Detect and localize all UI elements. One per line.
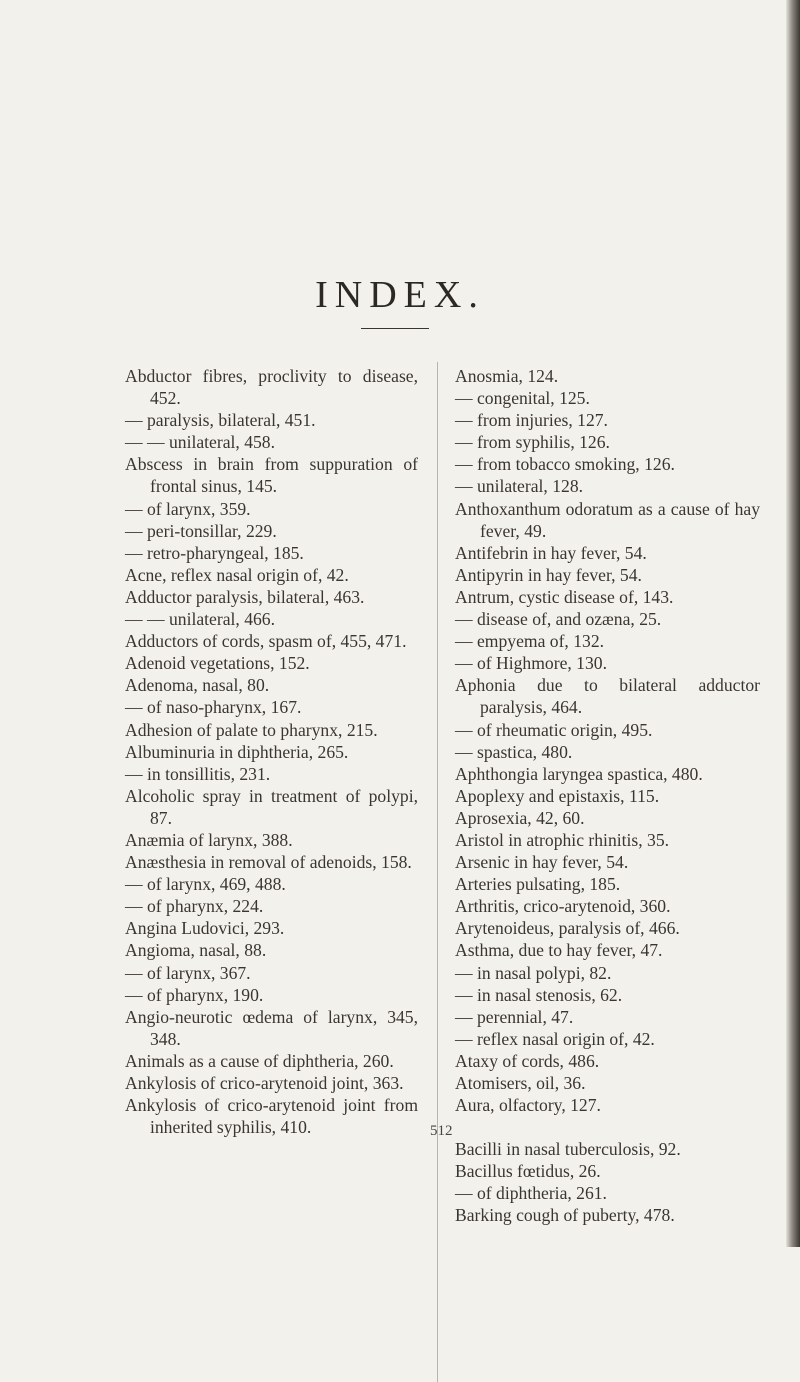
index-entry: — unilateral, 128.: [455, 476, 584, 497]
index-entry: — of pharynx, 190.: [125, 984, 264, 1005]
index-entry: — of pharynx, 224.: [125, 896, 264, 917]
index-entry: Apoplexy and epistaxis, 115.: [455, 785, 660, 806]
index-entry: Asthma, due to hay fever, 47.: [455, 940, 663, 961]
index-entry: — paralysis, bilateral, 451.: [125, 410, 316, 431]
index-entry: — in nasal polypi, 82.: [455, 962, 612, 983]
index-entry: Adductors of cords, spasm of, 455, 471.: [125, 631, 407, 652]
index-entry: Adenoid vegetations, 152.: [125, 653, 310, 674]
index-entry: Adenoma, nasal, 80.: [125, 675, 270, 696]
index-entry: — — unilateral, 466.: [125, 609, 276, 630]
index-entry: Arteries pulsating, 185.: [455, 874, 621, 895]
index-entry: — of naso-pharynx, 167.: [125, 697, 302, 718]
index-entry: Animals as a cause of diphtheria, 260.: [125, 1050, 394, 1071]
index-entry: Barking cough of puberty, 478.: [455, 1205, 675, 1226]
index-entry: — of larynx, 469, 488.: [125, 874, 286, 895]
index-entry: — disease of, and ozæna, 25.: [455, 609, 662, 630]
index-entry: — from tobacco smoking, 126.: [455, 454, 675, 475]
index-entry: — of larynx, 367.: [125, 962, 251, 983]
index-entry: Angina Ludovici, 293.: [125, 918, 285, 939]
index-entry: Aphonia due to bilateral adductor paralysis, 464.: [455, 675, 760, 718]
index-entry: — retro-pharyngeal, 185.: [125, 542, 304, 563]
index-entry: Antifebrin in hay fever, 54.: [455, 542, 647, 563]
index-entry: — from syphilis, 126.: [455, 432, 610, 453]
title-rule: [361, 328, 429, 329]
index-entry: Adhesion of palate to pharynx, 215.: [125, 719, 378, 740]
section-gap: [455, 1116, 760, 1138]
index-entry: — in nasal stenosis, 62.: [455, 984, 623, 1005]
index-column-right: [455, 365, 760, 1227]
index-entry: Alcoholic spray in treatment of polypi, 87.: [125, 785, 418, 828]
index-entry: — — unilateral, 458.: [125, 432, 276, 453]
index-entry: Antrum, cystic disease of, 143.: [455, 586, 674, 607]
index-entry: — peri-tonsillar, 229.: [125, 520, 277, 541]
index-entry: Aristol in atrophic rhinitis, 35.: [455, 829, 670, 850]
index-entry: Ankylosis of crico-arytenoid joint, 363.: [125, 1073, 404, 1093]
index-entry: Atomisers, oil, 36.: [455, 1073, 586, 1093]
index-entry: Bacilli in nasal tuberculosis, 92.: [455, 1139, 681, 1160]
index-entry: — of diphtheria, 261.: [455, 1183, 607, 1204]
index-entry: — empyema of, 132.: [455, 631, 605, 652]
index-entry: — of Highmore, 130.: [455, 653, 607, 674]
index-entry: Anosmia, 124.: [455, 366, 559, 386]
index-entry: — reflex nasal origin of, 42.: [455, 1028, 655, 1049]
index-entry: — from injuries, 127.: [455, 410, 608, 431]
index-entry: Bacillus fœtidus, 26.: [455, 1161, 601, 1182]
index-entry: Abscess in brain from suppuration of frontal sinus, 145.: [125, 454, 418, 497]
index-entry: Anæsthesia in removal of adenoids, 158.: [125, 852, 412, 873]
page-edge-shadow: [786, 0, 800, 1247]
index-column-left: [125, 365, 418, 1138]
index-entry: Ankylosis of crico-arytenoid joint from inherited syphilis, 410.: [125, 1095, 418, 1138]
index-entry: Arytenoideus, paralysis of, 466.: [455, 918, 680, 939]
index-entry: Anæmia of larynx, 388.: [125, 829, 293, 850]
index-entry: — congenital, 125.: [455, 388, 590, 409]
index-entry: Aphthongia laryngea spastica, 480.: [455, 763, 703, 784]
index-entry: Abductor fibres, proclivity to disease, 452.: [125, 366, 418, 409]
index-entry: — perennial, 47.: [455, 1006, 574, 1027]
index-entry: — of larynx, 359.: [125, 498, 251, 519]
index-entry: — spastica, 480.: [455, 741, 573, 762]
index-entry: Ataxy of cords, 486.: [455, 1050, 600, 1071]
index-entry: Arsenic in hay fever, 54.: [455, 852, 629, 873]
index-entry: — of rheumatic origin, 495.: [455, 719, 653, 740]
index-entry: Aura, olfactory, 127.: [455, 1095, 601, 1116]
page-title: INDEX.: [315, 274, 485, 316]
column-divider: [437, 362, 438, 1382]
index-entry: Aprosexia, 42, 60.: [455, 807, 585, 828]
index-entry: Albuminuria in diphtheria, 265.: [125, 741, 349, 762]
index-entry: Anthoxanthum odoratum as a cause of hay fever, 49.: [455, 498, 760, 541]
index-entry: Angio-neurotic œdema of larynx, 345, 348.: [125, 1006, 418, 1049]
index-entry: Arthritis, crico-arytenoid, 360.: [455, 896, 671, 917]
index-entry: Antipyrin in hay fever, 54.: [455, 564, 642, 585]
index-entry: Acne, reflex nasal origin of, 42.: [125, 564, 349, 585]
index-entry: — in tonsillitis, 231.: [125, 763, 271, 784]
index-entry: Angioma, nasal, 88.: [125, 940, 267, 961]
page-number: 512: [430, 1123, 453, 1139]
index-entry: Adductor paralysis, bilateral, 463.: [125, 586, 365, 607]
